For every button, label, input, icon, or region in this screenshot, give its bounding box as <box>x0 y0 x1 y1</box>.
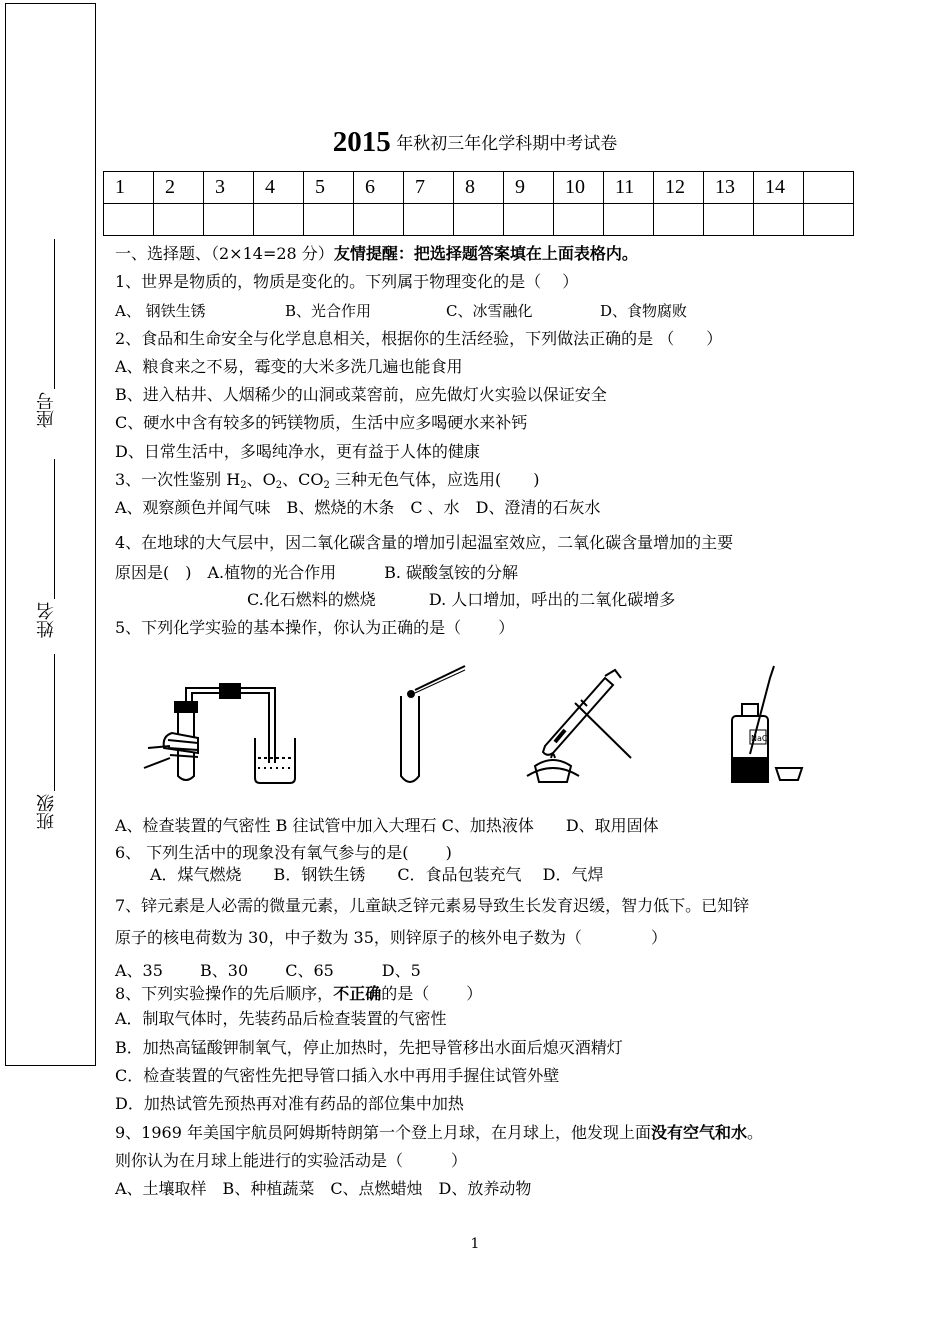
q4-stem: 4、在地球的大气层中，因二氧化碳含量的增加引起温室效应，二氧化碳含量增加的主要 <box>115 533 734 552</box>
answer-cell[interactable] <box>654 204 704 236</box>
seat-fill-line <box>54 239 55 389</box>
title-text: 年秋初三年化学科期中考试卷 <box>396 134 618 154</box>
q1-option-b: B、光合作用 <box>285 302 372 320</box>
q7-options: A、35 B、30 C、65 D、5 <box>115 961 421 980</box>
answer-cell[interactable] <box>604 204 654 236</box>
nacl-label: NaCl <box>751 734 770 743</box>
answer-cell[interactable] <box>204 204 254 236</box>
q4-options-line2: C.化石燃料的燃烧 D. 人口增加，呼出的二氧化碳增多 <box>247 590 676 609</box>
section-header <box>115 244 638 264</box>
q9-stem-part: 。 <box>747 1123 764 1142</box>
q2-option-d: D、日常生活中，多喝纯净水，更有益于人体的健康 <box>115 442 480 461</box>
q1-option-a: A、 钢铁生锈 <box>115 302 206 320</box>
exam-title <box>0 126 950 159</box>
answer-table-header-cell: 6 <box>354 172 404 204</box>
answer-cell[interactable] <box>504 204 554 236</box>
q8-stem <box>115 984 482 1004</box>
answer-table-header-cell: 2 <box>154 172 204 204</box>
answer-cell[interactable] <box>754 204 804 236</box>
answer-cell[interactable] <box>454 204 504 236</box>
answer-table-header-cell: 14 <box>754 172 804 204</box>
q3-stem-part: 3、一次性鉴别 H <box>115 470 241 489</box>
q8-option-d: D．加热试管先预热再对准有药品的部位集中加热 <box>115 1094 464 1113</box>
q7-stem-line1: 7、锌元素是人必需的微量元素，儿童缺乏锌元素易导致生长发育迟缓，智力低下。已知锌 <box>115 896 750 915</box>
subscript: 2 <box>275 480 283 491</box>
answer-cell[interactable] <box>104 204 154 236</box>
q9-stem-part: 9、1969 年美国宇航员阿姆斯特朗第一个登上月球，在月球上，他发现上面 <box>115 1123 651 1142</box>
answer-table-header-cell: 11 <box>604 172 654 204</box>
answer-cell[interactable] <box>154 204 204 236</box>
q5-options: A、检查装置的气密性 B 往试管中加入大理石 C、加热液体 D、取用固体 <box>115 816 659 835</box>
page-number: 1 <box>470 1236 480 1252</box>
q2-option-b: B、进入枯井、人烟稀少的山洞或菜窖前，应先做灯火实验以保证安全 <box>115 385 607 404</box>
seat-label: 座号 <box>36 392 57 428</box>
answer-table <box>103 171 854 236</box>
class-label: 班级 <box>36 794 57 830</box>
q3-options: A、观察颜色并闻气味 B、燃烧的木条 C 、水 D、澄清的石灰水 <box>115 498 601 517</box>
section-title: 一、选择题、（2×14=28 分） <box>115 244 334 263</box>
answer-table-header-cell: 13 <box>704 172 754 204</box>
airtightness-check-figure <box>140 658 310 788</box>
q4-options-line1: 原因是( ) A.植物的光合作用 B. 碳酸氢铵的分解 <box>115 563 519 582</box>
q6-options: A．煤气燃烧 B．钢铁生锈 C．食品包装充气 D．气焊 <box>150 865 604 884</box>
section-reminder: 友情提醒：把选择题答案填在上面表格内。 <box>333 244 638 263</box>
answer-table-answer-row <box>104 204 854 236</box>
subscript: 2 <box>323 480 330 491</box>
answer-cell[interactable] <box>354 204 404 236</box>
q8-stem-emphasis: 不正确 <box>333 984 382 1003</box>
q8-stem-part: 8、下列实验操作的先后顺序， <box>115 984 334 1003</box>
answer-cell[interactable] <box>304 204 354 236</box>
answer-table-header-cell: 3 <box>204 172 254 204</box>
answer-table-header-cell: 12 <box>654 172 704 204</box>
q8-option-b: B．加热高锰酸钾制氧气，停止加热时，先把导管移出水面后熄灭酒精灯 <box>115 1038 623 1057</box>
answer-table-header-row <box>104 172 854 204</box>
answer-cell[interactable] <box>554 204 604 236</box>
answer-table-header-cell <box>804 172 854 204</box>
answer-cell[interactable] <box>254 204 304 236</box>
class-fill-line <box>54 654 55 791</box>
answer-table-header-cell: 5 <box>304 172 354 204</box>
answer-cell[interactable] <box>404 204 454 236</box>
answer-table-header-cell: 8 <box>454 172 504 204</box>
q8-option-c: C．检查装置的气密性先把导管口插入水中再用手握住试管外壁 <box>115 1066 560 1085</box>
answer-table-header-cell: 4 <box>254 172 304 204</box>
name-fill-line <box>54 459 55 599</box>
q2-option-a: A、粮食来之不易，霉变的大米多洗几遍也能食用 <box>115 357 463 376</box>
answer-cell[interactable] <box>704 204 754 236</box>
q1-stem: 1、世界是物质的，物质是变化的。下列属于物理变化的是（ ） <box>115 272 579 291</box>
q9-stem-emphasis: 没有空气和水 <box>651 1123 748 1142</box>
answer-table-header-cell: 7 <box>404 172 454 204</box>
take-solid-figure <box>720 658 820 788</box>
answer-table-header-cell: 1 <box>104 172 154 204</box>
q6-stem: 6、 下列生活中的现象没有氧气参与的是( ) <box>115 843 452 862</box>
q8-stem-part: 的是（ ） <box>381 984 483 1003</box>
q3-stem-part: 、O <box>246 470 276 489</box>
title-year: 2015 <box>332 126 391 158</box>
q3-stem-part: 三种无色气体，应选用( ) <box>329 470 540 489</box>
answer-table-header-cell: 10 <box>554 172 604 204</box>
q5-stem: 5、下列化学实验的基本操作，你认为正确的是（ ） <box>115 618 515 637</box>
name-label: 姓名 <box>36 602 57 638</box>
q9-stem-line2: 则你认为在月球上能进行的实验活动是（ ） <box>115 1151 468 1170</box>
q3-stem-part: 、CO <box>282 470 324 489</box>
q7-stem-line2: 原子的核电荷数为 30，中子数为 35，则锌原子的核外电子数为（ ） <box>115 928 667 947</box>
heat-liquid-figure <box>515 658 645 788</box>
subscript: 2 <box>240 480 247 491</box>
q9-options: A、土壤取样 B、种植蔬菜 C、点燃蜡烛 D、放养动物 <box>115 1179 532 1198</box>
q9-stem-line1 <box>115 1123 763 1143</box>
q8-option-a: A．制取气体时，先装药品后检查装置的气密性 <box>115 1009 447 1028</box>
add-marble-figure <box>385 658 475 788</box>
q1-option-c: C、冰雪融化 <box>446 302 533 320</box>
answer-table-header-cell: 9 <box>504 172 554 204</box>
q2-stem: 2、食品和生命安全与化学息息相关，根据你的生活经验，下列做法正确的是 （ ） <box>115 329 723 348</box>
q2-option-c: C、硬水中含有较多的钙镁物质，生活中应多喝硬水来补钙 <box>115 413 528 432</box>
q1-option-d: D、食物腐败 <box>600 302 688 320</box>
binding-margin <box>5 3 96 1066</box>
q3-stem <box>115 470 539 490</box>
answer-cell[interactable] <box>804 204 854 236</box>
